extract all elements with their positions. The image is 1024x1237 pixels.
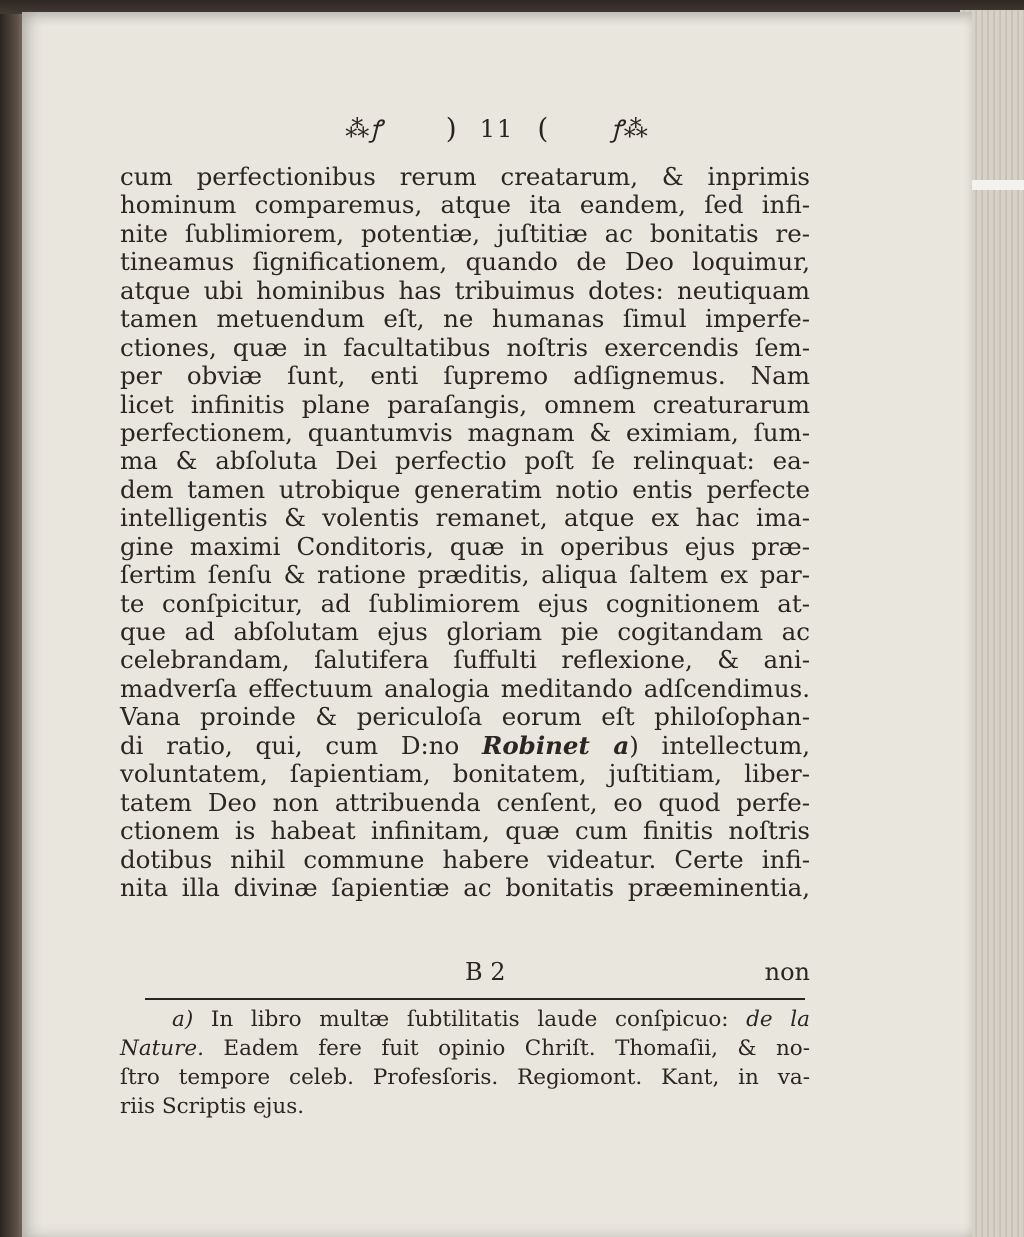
text-segment: ma & abſoluta Dei perfectio poſt ſe relinquat: ea- [120,446,810,476]
header-paren-open: ) [445,112,457,145]
text-segment: tatem Deo non attribuenda cenſent, eo quod perfe- [120,787,810,817]
footnote [120,1005,810,1121]
text-segment: Vana proinde & periculoſa eorum eſt philoſophan- [120,702,810,732]
footnote-marker: a) [172,1007,194,1032]
footnote-text-2: Eadem fere fuit opinio Chriſt. Thomaſii, & no- [223,1036,810,1061]
text-segment: dotibus nihil commune habere videatur. Certe infi- [120,844,810,874]
text-segment: licet infinitis plane paraſangis, omnem creaturarum [120,389,810,419]
text-segment: di ratio, qui, cum D:no [120,730,482,760]
text-line [120,362,810,390]
footnote-title-2: Nature. [120,1036,204,1061]
ornament-left-icon: ⁂ꝭ [345,115,383,143]
text-line [120,220,810,248]
text-line [120,476,810,504]
footnote-line-4: riis Scriptis ejus. [120,1094,305,1119]
text-line [120,248,810,276]
text-line [120,334,810,362]
footnote-title-1: de la [746,1007,810,1032]
text-segment: te conſpicitur, ad ſublimiorem ejus cognitionem at- [120,588,810,618]
text-line [120,789,810,817]
text-line [120,732,810,760]
text-line [120,504,810,532]
signature-mark: B 2 [465,958,506,986]
footnote-line-2 [120,1034,810,1063]
footnote-line-3: ſtro tempore celeb. Profesſoris. Regiomont. Kant, in va- [120,1065,810,1090]
page-footer-line [120,957,810,987]
text-segment: ctiones, quæ in facultatibus noſtris exercendis ſem- [120,332,810,362]
text-segment: per obviæ ſunt, enti ſupremo adſignemus. Nam [120,361,810,391]
text-segment: gine maximi Conditoris, quæ in operibus ejus præ- [120,531,810,561]
footnote-rule [145,998,805,1000]
text-line [120,561,810,589]
header-paren-close: ( [537,112,549,145]
text-line [120,760,810,788]
text-line [120,846,810,874]
text-line [120,590,810,618]
text-segment: cum perfectionibus rerum creatarum, & inprimis [120,162,810,191]
text-line [120,703,810,731]
text-segment: celebrandam, ſalutifera ſuffulti reflexione, & ani- [120,645,810,675]
text-line [120,419,810,447]
text-line [120,533,810,561]
text-segment: ctionem is habeat infinitam, quæ cum finitis noſtris [120,816,810,846]
page-number: 11 [479,114,515,143]
text-segment: perfectionem, quantumvis magnam & eximiam, ſum- [120,417,810,447]
text-segment: atque ubi hominibus has tribuimus dotes: neutiquam [120,275,810,305]
text-segment: tamen metuendum eſt, ne humanas ſimul imperfe- [120,304,810,334]
ornament-right-icon: ꝭ⁂ [611,115,649,143]
footnote-line-1 [120,1005,810,1034]
text-line [120,675,810,703]
text-line [120,163,810,191]
text-segment: dem tamen utrobique generatim notio entis perfecte [120,474,810,504]
text-line [120,646,810,674]
footnote-text-1: In libro multæ ſubtilitatis laude conſpicuo: [210,1007,729,1032]
text-segment: ) intellectum, [629,730,810,760]
text-segment: madverſa effectuum analogia meditando adſcendimus. [120,673,810,703]
text-segment: tineamus ſignificationem, quando de Deo loquimur, [120,247,810,277]
text-line [120,618,810,646]
text-line [120,874,810,902]
text-segment: nita illa divinæ ſapientiæ ac bonitatis præeminentia, [120,872,810,902]
text-line [120,277,810,305]
text-segment: hominum comparemus, atque ita eandem, ſed infi- [120,190,810,220]
text-line [120,447,810,475]
text-segment: que ad abſolutam ejus gloriam pie cogitandam ac [120,617,810,646]
text-line [120,817,810,845]
catchword: non [764,958,810,986]
text-line [120,191,810,219]
text-segment: intelligentis & volentis remanet, atque ex hac ima- [120,503,810,533]
body-text [120,163,810,902]
text-segment: Robinet a [481,730,630,760]
text-segment: ſertim ſenſu & ratione præditis, aliqua ſaltem ex par- [120,560,810,590]
text-segment: voluntatem, ſapientiam, bonitatem, juſtitiam, liber- [120,759,810,789]
text-line [120,391,810,419]
text-line [120,305,810,333]
text-segment: nite ſublimiorem, potentiæ, juſtitiæ ac bonitatis re- [120,218,810,248]
running-header [22,112,972,152]
